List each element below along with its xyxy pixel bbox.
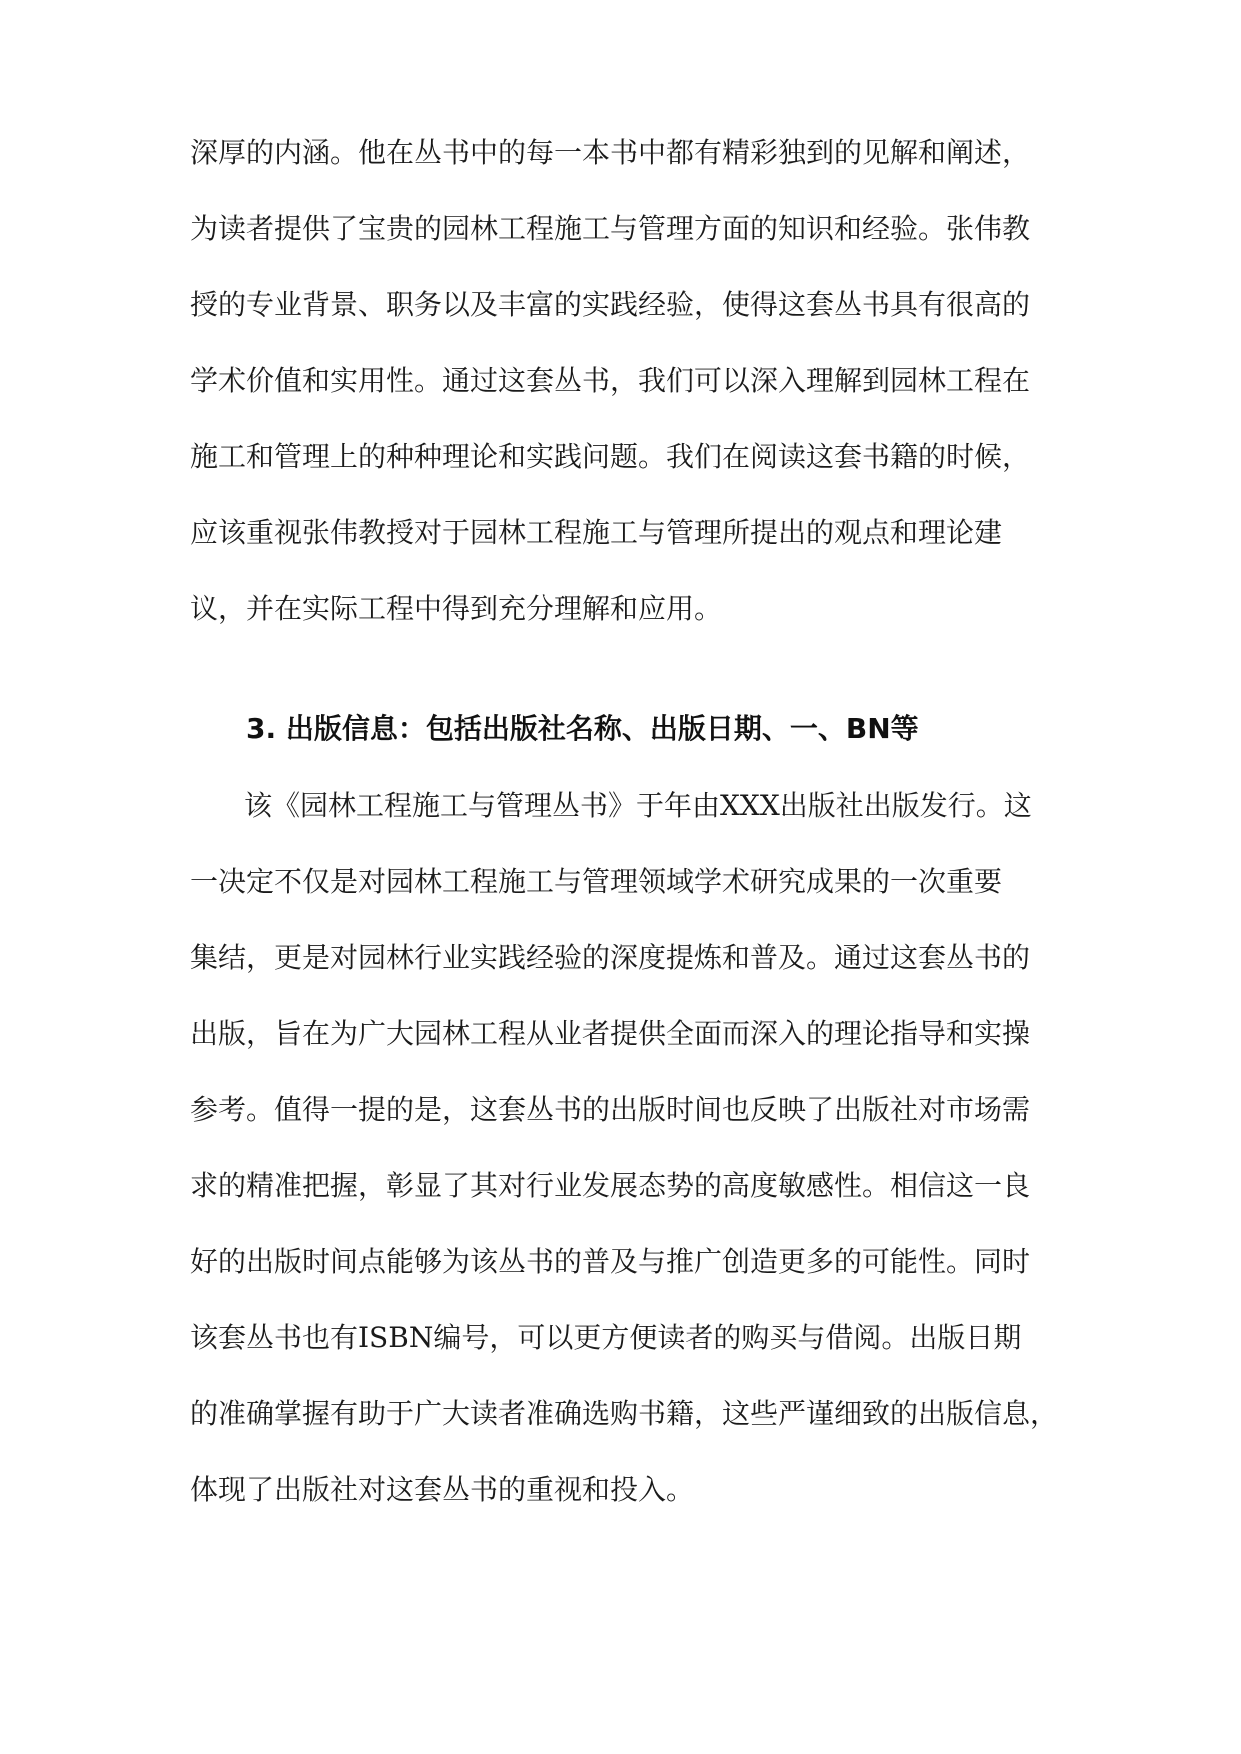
- paragraph-line: 议，并在实际工程中得到充分理解和应用。: [190, 592, 723, 625]
- paragraph-line: 为读者提供了宝贵的园林工程施工与管理方面的知识和经验。张伟教: [190, 212, 1031, 245]
- paragraph-line: 参考。值得一提的是，这套丛书的出版时间也反映了出版社对市场需: [190, 1093, 1031, 1126]
- paragraph-line: 一决定不仅是对园林工程施工与管理领域学术研究成果的一次重要: [190, 865, 1003, 898]
- paragraph-line: 求的精准把握，彰显了其对行业发展态势的高度敏感性。相信这一良: [190, 1169, 1031, 1202]
- paragraph-line: 该《园林工程施工与管理丛书》于年由XXX出版社出版发行。这: [244, 789, 1032, 822]
- paragraph-line: 集结，更是对园林行业实践经验的深度提炼和普及。通过这套丛书的: [190, 941, 1031, 974]
- paragraph-line: 的准确掌握有助于广大读者准确选购书籍，这些严谨细致的出版信息，: [190, 1397, 1059, 1430]
- paragraph-line: 好的出版时间点能够为该丛书的普及与推广创造更多的可能性。同时: [190, 1245, 1031, 1278]
- paragraph-line: 应该重视张伟教授对于园林工程施工与管理所提出的观点和理论建: [190, 516, 1003, 549]
- paragraph-line: 出版，旨在为广大园林工程从业者提供全面而深入的理论指导和实操: [190, 1017, 1031, 1050]
- paragraph-line: 学术价值和实用性。通过这套丛书，我们可以深入理解到园林工程在: [190, 364, 1031, 397]
- paragraph-line: 深厚的内涵。他在丛书中的每一本书中都有精彩独到的见解和阐述，: [190, 136, 1031, 169]
- paragraph-line: 体现了出版社对这套丛书的重视和投入。: [190, 1473, 695, 1506]
- paragraph-line: 授的专业背景、职务以及丰富的实践经验，使得这套丛书具有很高的: [190, 288, 1031, 321]
- paragraph-line: 该套丛书也有ISBN编号，可以更方便读者的购买与借阅。出版日期: [190, 1321, 1022, 1354]
- section-heading: 3. 出版信息：包括出版社名称、出版日期、一、BN等: [246, 712, 919, 745]
- paragraph-line: 施工和管理上的种种理论和实践问题。我们在阅读这套书籍的时候，: [190, 440, 1031, 473]
